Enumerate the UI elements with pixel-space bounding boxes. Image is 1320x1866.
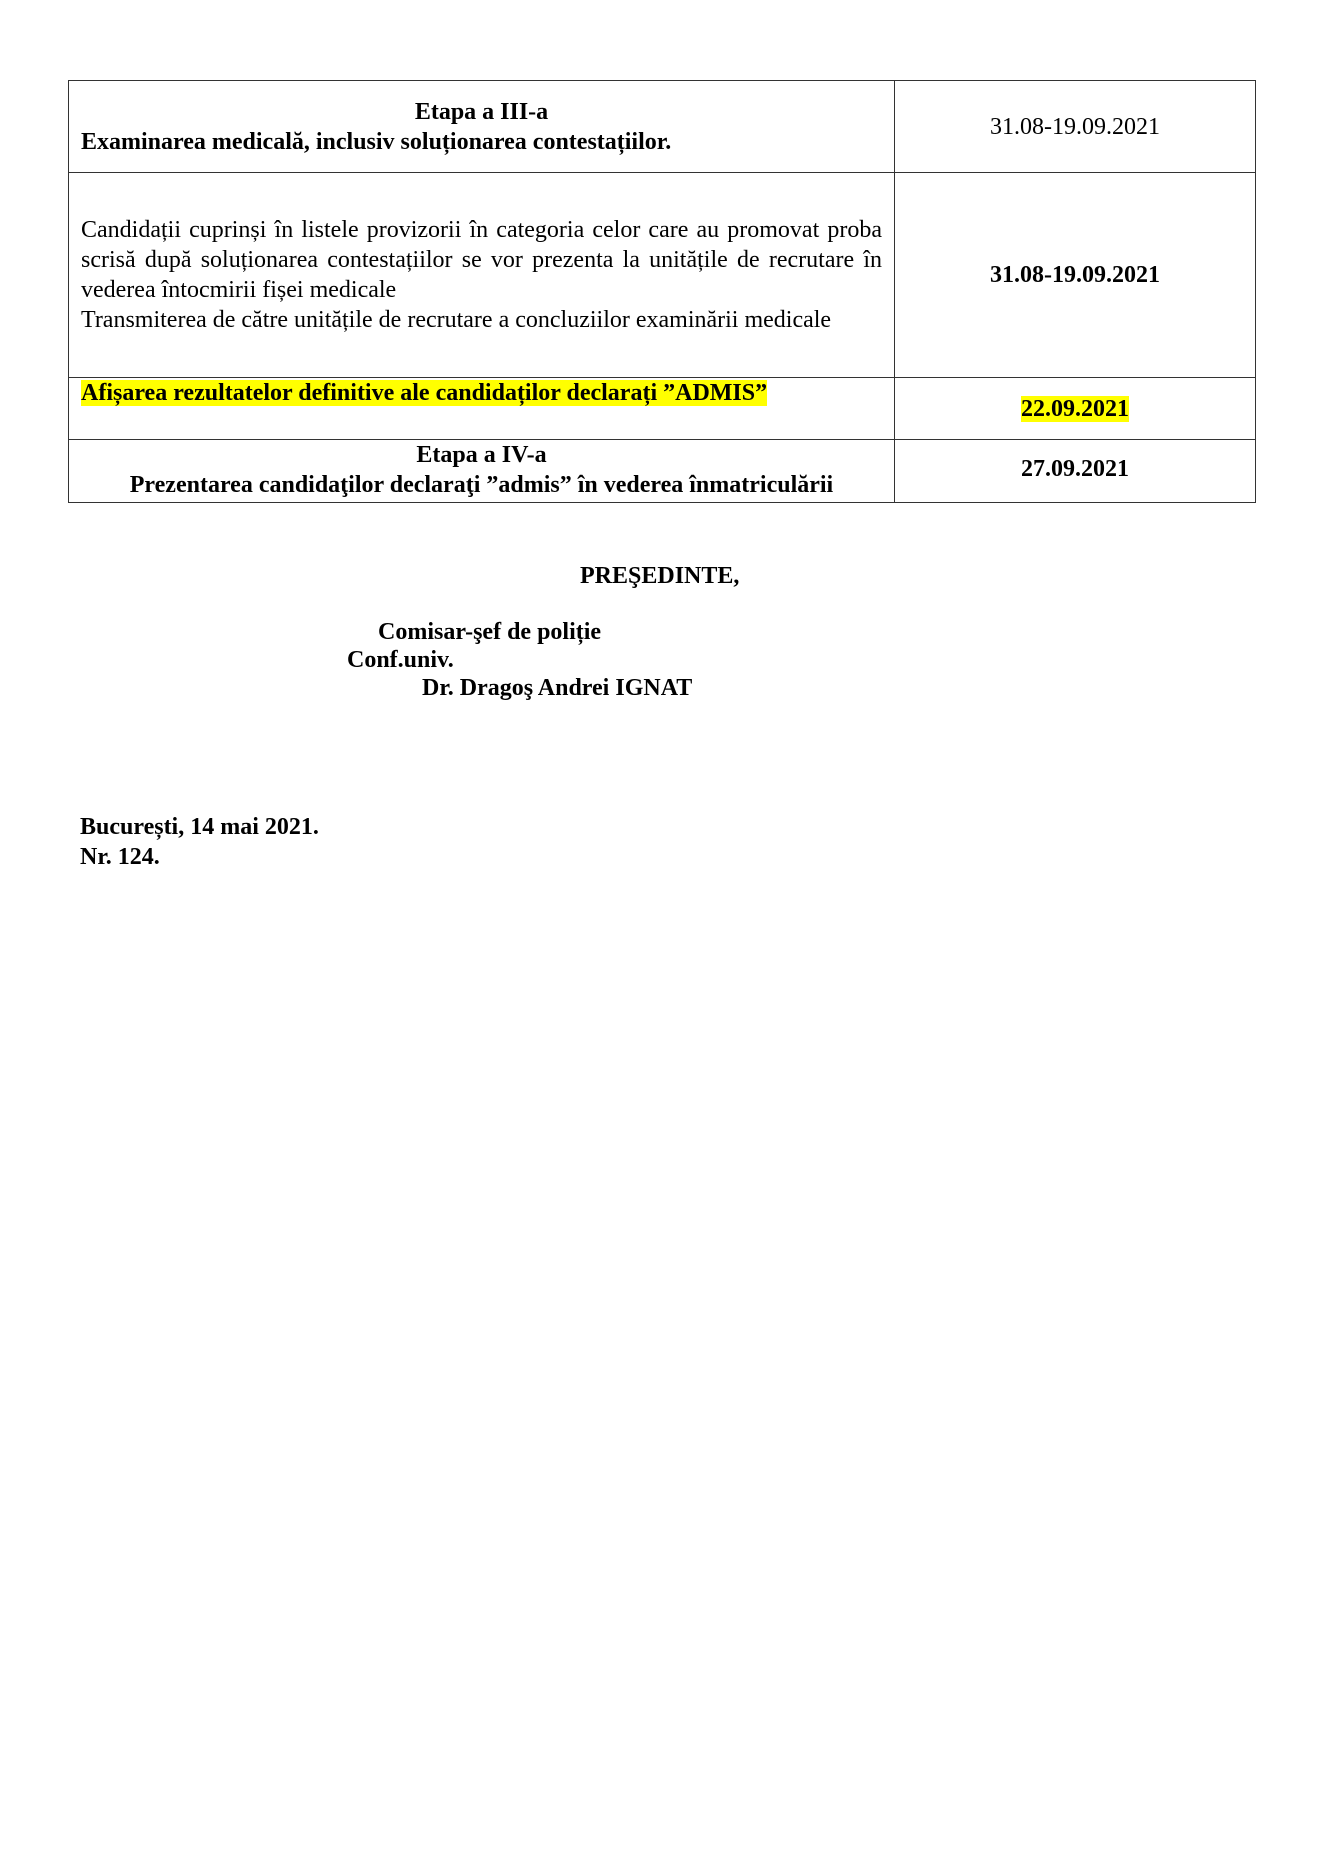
date-cell: 27.09.2021 — [895, 440, 1256, 503]
activity-text: Candidații cuprinși în listele provizorii în categoria celor care au promovat proba scrisă după soluționarea contestațiilor se vor prezenta la unitățile de recrutare în vederea întocmirii fișei medicale — [81, 217, 882, 303]
signature-role: PREŞEDINTE, — [580, 563, 740, 589]
signature-name: Dr. Dragoş Andrei IGNAT — [422, 675, 693, 701]
date-cell: 31.08-19.09.2021 — [895, 173, 1256, 378]
stage-title: Etapa a III-a — [414, 98, 549, 125]
highlighted-date: 22.09.2021 — [1021, 396, 1129, 422]
document-number: Nr. 124. — [80, 844, 160, 870]
place-date: București, 14 mai 2021. — [80, 814, 319, 840]
schedule-table — [68, 80, 1256, 503]
date-cell: 31.08-19.09.2021 — [895, 81, 1256, 173]
table-row — [69, 440, 1256, 503]
table-row — [69, 81, 1256, 173]
activity-cell — [69, 173, 895, 378]
stage-cell — [69, 81, 895, 173]
activity-cell — [69, 378, 895, 440]
table-row — [69, 378, 1256, 440]
stage-cell — [69, 440, 895, 503]
stage-description: Examinarea medicală, inclusiv soluționarea contestațiilor. — [81, 128, 672, 155]
signature-rank: Comisar-şef de poliție — [378, 619, 602, 645]
stage-title: Etapa a IV-a — [416, 442, 547, 468]
signature-academic-title: Conf.univ. — [347, 647, 454, 673]
activity-text: Transmiterea de către unitățile de recrutare a concluziilor examinării medicale — [81, 307, 832, 333]
highlighted-activity-text: Afișarea rezultatelor definitive ale candidaților declarați ”ADMIS” — [81, 380, 768, 406]
stage-description: Prezentarea candidaţilor declaraţi ”admis” în vederea înmatriculării — [129, 472, 834, 498]
table-row — [69, 173, 1256, 378]
date-cell — [895, 378, 1256, 440]
